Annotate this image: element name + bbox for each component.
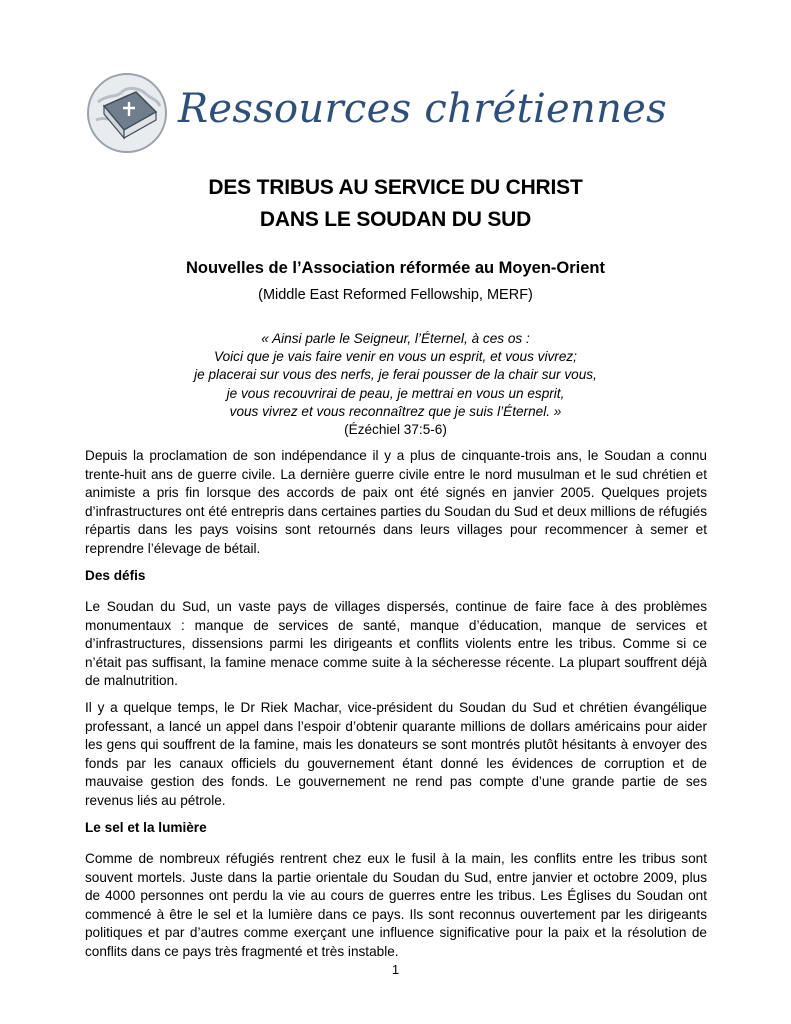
logo [86, 72, 667, 156]
document-title-line1: DES TRIBUS AU SERVICE DU CHRIST [208, 176, 583, 199]
section-heading: Le sel et la lumière [85, 820, 207, 835]
paragraph: Depuis la proclamation de son indépendance il y a plus de cinquante-trois ans, le Soudan a connu trente-huit ans de guerre civile. La dernière guerre civile entre le nord musulman et le sud chrétien et animiste a pris fin lorsque des accords de paix ont été signés en janvier 2005. Quelques projets d’infrastructures ont été entrepris dans certaines parties du Soudan du Sud et deux millions de réfugiés répartis dans les pays voisins sont retournés dans leurs villages pour recommencer à semer et reprendre l’élevage de bétail. [85, 448, 707, 556]
quote-line: vous vivrez et vous reconnaîtrez que je suis l’Éternel. » [229, 403, 562, 419]
document-subtitle-english: (Middle East Reformed Fellowship, MERF) [258, 287, 533, 303]
paragraph: Il y a quelque temps, le Dr Riek Machar, vice-président du Soudan du Sud et chrétien évangélique professant, a lancé un appel dans l’espoir d’obtenir quarante millions de dollars américains pour aider les gens qui souffrent de la famine, mais les donateurs se sont montrés plutôt hésitants à envoyer des fonds par les canaux officiels du gouvernement étant donné les évidences de corruption et de mauvaise gestion des fonds. Le gouvernement ne rend pas compte d’une grande partie de ses revenus liés au pétrole. [85, 700, 707, 808]
quote-reference: (Ézéchiel 37:5-6) [344, 422, 447, 438]
section-heading: Des défis [85, 568, 146, 583]
quote-line: je placerai sur vous des nerfs, je ferai pousser de la chair sur vous, [194, 367, 597, 383]
page-number: 1 [391, 962, 400, 977]
quote-line: Voici que je vais faire venir en vous un esprit, et vous vivrez; [214, 349, 577, 365]
bible-quote [0, 330, 791, 439]
paragraph: Comme de nombreux réfugiés rentrent chez eux le fusil à la main, les conflits entre les tribus sont souvent mortels. Juste dans la partie orientale du Soudan du Sud, entre janvier et octobre 2009, plus de 4000 personnes ont perdu la vie au cours de guerres entre les tribus. Les Églises du Soudan ont commencé à être le sel et la lumière dans ce pays. Ils sont reconnus ouvertement par les dirigeants politiques et par d’autres comme exerçant une influence significative pour la paix et la résolution de conflits dans ce pays très fragmenté et très instable. [85, 851, 707, 959]
quote-line: je vous recouvrirai de peau, je mettrai en vous un esprit, [226, 385, 565, 401]
document-title-line2: DANS LE SOUDAN DU SUD [259, 208, 532, 231]
globe-bible-icon [86, 72, 168, 154]
quote-line: « Ainsi parle le Seigneur, l’Éternel, à ces os : [261, 331, 530, 346]
paragraph: Le Soudan du Sud, un vaste pays de villages dispersés, continue de faire face à des problèmes monumentaux : manque de services de santé, manque d’éducation, manque de services et d’infrastructures, dissensions parmi les dirigeants et conflits violents entre les tribus. Comme si ce n’était pas suffisant, la famine menace comme suite à la sécheresse récente. La plupart souffrent déjà de malnutrition. [85, 599, 707, 688]
logo-text: Ressources chrétiennes [178, 86, 667, 132]
document-subtitle: Nouvelles de l’Association réformée au Moyen-Orient [185, 259, 606, 277]
